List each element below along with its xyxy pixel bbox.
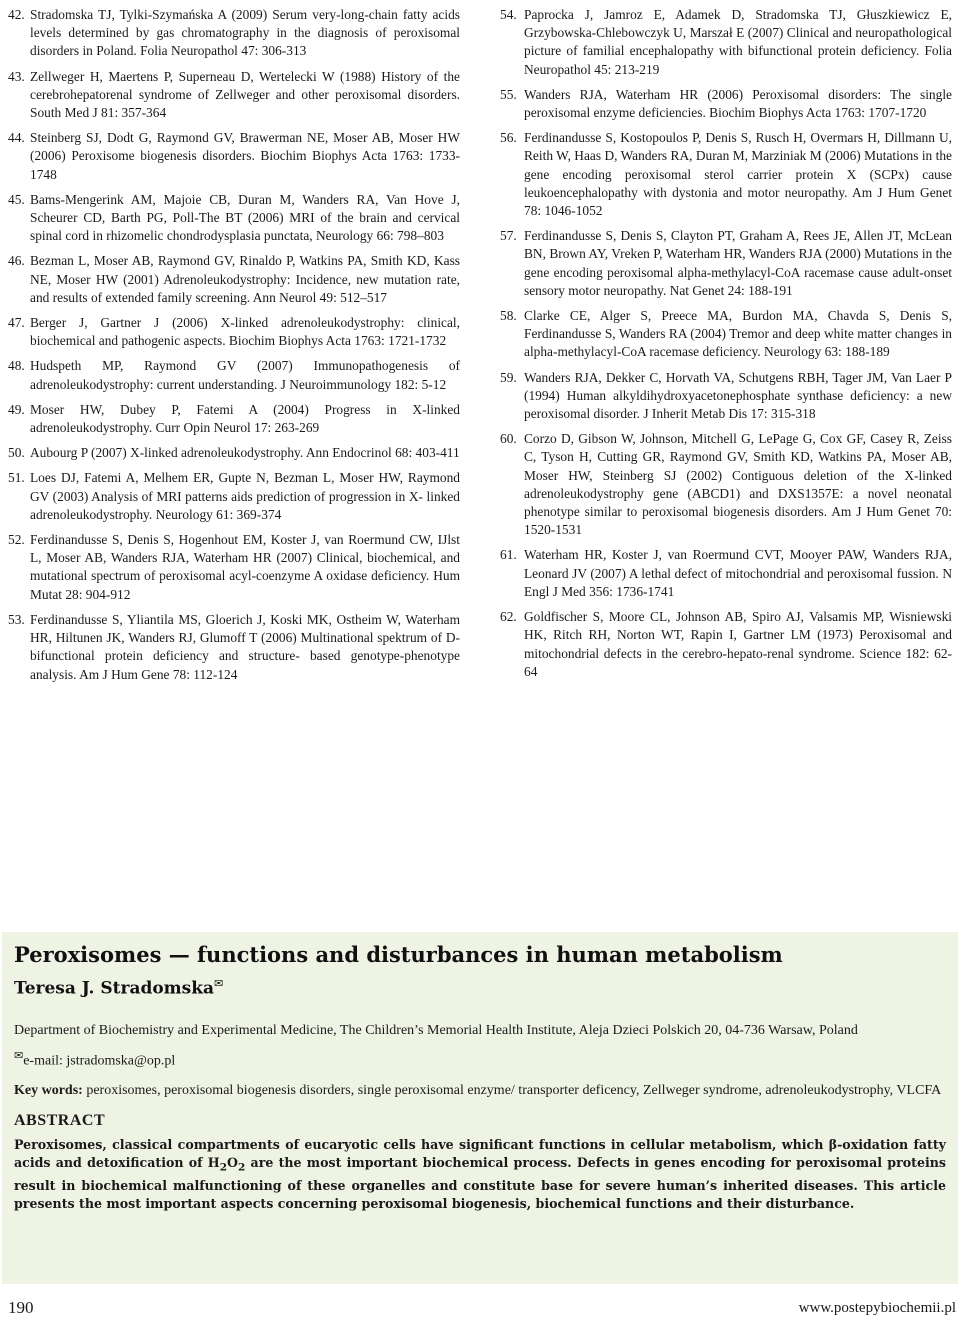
reference-item: 46. Bezman L, Moser AB, Raymond GV, Rinaldo P, Watkins PA, Smith KD, Kass NE, Moser HW (2001) Adrenoleukodystrophy: Incidence, new mutation rate, and results of extended family screening. Ann Neurol 49: 512–517	[8, 253, 460, 305]
page-number: 190	[8, 1298, 34, 1317]
reference-item: 60. Corzo D, Gibson W, Johnson, Mitchell G, LePage G, Cox GF, Casey R, Zeiss C, Tyson H, Cutting GR, Raymond GV, Smith KD, Watkins PA, Moser AB, Moser HW, Steinberg SJ (2002) Contiguous deletion of the X-linked adrenoleukodystrophy gene (ABCD1) and DXS1357E: a novel neonatal phenotype similar to peroxisomal biogenesis disorders. Am J Hum Genet 70: 1520-1531	[500, 431, 952, 538]
reference-item: 61. Waterham HR, Koster J, van Roermund CVT, Mooyer PAW, Wanders RJA, Leonard JV (2007) A lethal defect of mitochondrial and peroxisomal fussion. N Engl J Med 356: 1736-1741	[500, 547, 952, 599]
email-line: ✉e-mail: jstradomska@op.pl	[14, 1049, 176, 1069]
reference-item: 51. Loes DJ, Fatemi A, Melhem ER, Gupte N, Bezman L, Moser HW, Raymond GV (2003) Analysis of MRI patterns aids prediction of progression in X- linked adrenoleukodystrophy. Neurology 61: 369-374	[8, 470, 460, 522]
reference-item: 56. Ferdinandusse S, Kostopoulos P, Denis S, Rusch H, Overmars H, Dillmann U, Reith W, Haas D, Wanders RA, Duran M, Marziniak M (2006) Mutations in the gene encoding peroxisomal sterol carrier protein X (SCPx) cause leukoencephalopathy with dystonia and motor neuropathy. Am J Hum Genet 78: 1046-1052	[500, 130, 952, 219]
website-url[interactable]: www.postepybiochemii.pl	[798, 1300, 956, 1316]
reference-item: 58. Clarke CE, Alger S, Preece MA, Burdon MA, Chavda S, Denis S, Ferdinandusse S, Wanders RA (2004) Tremor and deep white matter changes in alpha-methylacyl-CoA racemase deficiency. Neurology 63: 188-189	[500, 308, 952, 360]
reference-item: 59. Wanders RJA, Dekker C, Horvath VA, Schutgens RBH, Tager JM, Van Laer P (1994) Human alkyldihydroxyacetonephosphate synthase deficiency: a new peroxisomal disorder. J Inherit Metab Dis 17: 315-318	[500, 369, 952, 422]
abstract-heading: ABSTRACT	[14, 1112, 106, 1130]
references-right-column	[500, 6, 952, 688]
reference-item: 44. Steinberg SJ, Dodt G, Raymond GV, Brawerman NE, Moser AB, Moser HW (2006) Peroxisome biogenesis disorders. Biochim Biophys Acta 1763: 1733-1748	[8, 130, 460, 182]
references-left-column	[8, 6, 460, 691]
reference-item: 52. Ferdinandusse S, Denis S, Hogenhout EM, Koster J, van Roermund CW, IJlst L, Moser AB, Wanders RJA, Waterham HR (2007) Clinical, biochemical, and mutational spectrum of peroxisomal acyl-coenzyme A oxidase deficiency. Hum Mutat 28: 904-912	[8, 532, 460, 602]
reference-item: 49. Moser HW, Dubey P, Fatemi A (2004) Progress in X-linked adrenoleukodystrophy. Curr Opin Neurol 17: 263-269	[8, 401, 460, 436]
envelope-icon: ✉	[214, 977, 224, 990]
keywords: Key words: peroxisomes, peroxisomal biogenesis disorders, single peroxisomal enzyme/ transporter deficency, Zellweger syndrome, adrenoleukodystrophy, VLCFA	[14, 1083, 942, 1099]
article-title: Peroxisomes — functions and disturbances in human metabolism	[14, 942, 783, 967]
keywords-label: Key words:	[14, 1083, 83, 1099]
abstract-text: Peroxisomes, classical compartments of eucaryotic cells have significant functions in cellular metabolism, which β-oxidation fatty acids and detoxification of $H_2O_2$ are the most important biochemical process. Defects in genes encoding for peroxisomal proteins result in biochemical malfunctioning of these organelles and constitute base for severe human’s inherited diseases. This article presents the most important aspects concerning peroxisomal biogenesis, biochemical functions and their disturbance.	[14, 1137, 946, 1211]
envelope-icon: ✉	[14, 1049, 24, 1062]
reference-item: 53. Ferdinandusse S, Yliantila MS, Gloerich J, Koski MK, Ostheim W, Waterham HR, Hiltunen JK, Wanders RJ, Glumoff T (2006) Multinational spektrum of D-bifunctional protein deficiency and structure- based genotype-phenotype analysis. Am J Hum Gene 78: 112-124	[8, 611, 460, 682]
affiliation: Department of Biochemistry and Experimental Medicine, The Children’s Memorial Health Institute, Aleja Dzieci Polskich 20, 04-736 Warsaw, Poland	[14, 1022, 858, 1038]
reference-item: 54. Paprocka J, Jamroz E, Adamek D, Stradomska TJ, Głuszkiewicz E, Grzybowska-Chlebowczyk U, Marszał E (2007) Clinical and neuropathological picture of familial encephalopathy with bifunctional protein deficiency. Folia Neuropathol 45: 213-219	[500, 7, 952, 77]
author-name: Teresa J. Stradomska✉	[14, 977, 224, 999]
reference-item: 62. Goldfischer S, Moore CL, Johnson AB, Spiro AJ, Valsamis MP, Wisniewski HK, Ritch RH, Norton WT, Rapin I, Gartner LM (1973) Peroxisomal and mitochondrial defects in the cerebro-hepato-renal syndrome. Science 182: 62-64	[500, 609, 952, 679]
reference-item: 50. Aubourg P (2007) X-linked adrenoleukodystrophy. Ann Endocrinol 68: 403-411	[8, 445, 460, 461]
reference-item: 43. Zellweger H, Maertens P, Superneau D, Wertelecki W (1988) History of the cerebrohepatorenal syndrome of Zellweger and other peroxisomal disorders. South Med J 81: 357-364	[8, 68, 460, 121]
reference-item: 42. Stradomska TJ, Tylki-Szymańska A (2009) Serum very-long-chain fatty acids levels determined by gas chromatography in the diagnosis of peroxisomal disorders in Poland. Folia Neuropathol 47: 306-313	[8, 7, 460, 59]
abstract-box	[2, 932, 958, 1284]
reference-item: 47. Berger J, Gartner J (2006) X-linked adrenoleukodystrophy: clinical, biochemical and pathogenic aspects. Biochim Biophys Acta 1763: 1721-1732	[8, 315, 460, 349]
reference-item: 48. Hudspeth MP, Raymond GV (2007) Immunopathogenesis of adrenoleukodystrophy: current understanding. J Neuroimmunology 182: 5-12	[8, 358, 460, 392]
reference-item: 45. Bams-Mengerink AM, Majoie CB, Duran M, Wanders RA, Van Hove J, Scheurer CD, Barth PG, Poll-The BT (2006) MRI of the brain and cervical spinal cord in rhizomelic chondrodysplasia punctata, Neurology 66: 798–803	[8, 191, 460, 244]
reference-item: 55. Wanders RJA, Waterham HR (2006) Peroxisomal disorders: The single peroxisomal enzyme deficiencies. Biochim Biophys Acta 1763: 1707-1720	[500, 86, 952, 121]
reference-item: 57. Ferdinandusse S, Denis S, Clayton PT, Graham A, Rees JE, Allen JT, McLean BN, Brown AY, Vreken P, Waterham HR, Wanders RJA (2000) Mutations in the gene encoding peroxisomal alpha-methylacyl-CoA racemase cause adult-onset sensory motor neuropathy. Nat Genet 24: 188-191	[500, 228, 952, 298]
